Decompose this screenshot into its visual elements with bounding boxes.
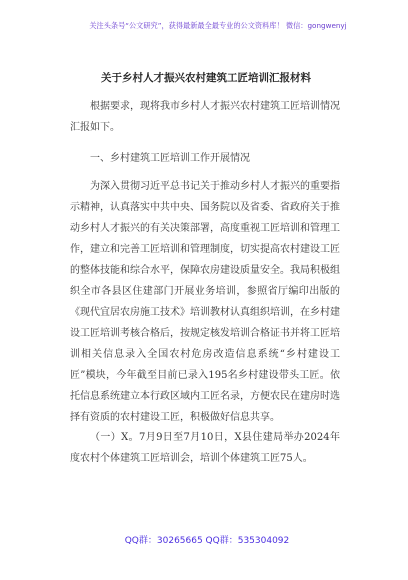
body-paragraph: 为深入贯彻习近平总书记关于推动乡村人才振兴的重要指示精神，认真落实中共中央、国务院以及省委、省政府关于推动乡村人才振兴的有关决策部署，高度重视工匠培训和管理工作，建立和完善工匠培训和管理制度，切实提高农村建设工匠的整体技能和综合水平，保障农房建设质量安全。我局积极组织全市各县区住建部门开展业务培训，参照省厅编印出版的《现代宜居农房施工技术》培训教材认真组织培训，在乡村建设工匠培训考核合格后，按规定核发培训合格证书并将工匠培训相关信息录入全国农村危房改造信息系统“乡村建设工匠”模块，今年截至目前已录入195名乡村建设带头工匠。依托信息系统建立本行政区域内工匠名录，方便农民在建房时选择有资质的农村建设工匠，积极做好信息共享。: [70, 181, 340, 423]
section-heading: 一、乡村建筑工匠培训工作开展情况: [90, 153, 250, 164]
footer-contact-text: QQ群：30265665 QQ群：535304092: [124, 536, 290, 546]
intro-paragraph: 根据要求，现将我市乡村人才振兴农村建筑工匠培训情况汇报如下。: [70, 101, 340, 133]
header-promo-text: 关注头条号“公文研究”，获得最新最全最专业的公文资料库！ 微信：gongwenyj: [89, 21, 347, 30]
document-title: 关于乡村人才振兴农村建筑工匠培训汇报材料: [101, 72, 311, 84]
subsection-paragraph: （一）X。7月9日至7月10日，X县住建局举办2024年度农村个体建筑工匠培训会，培训个体建筑工匠75人。: [70, 432, 340, 464]
